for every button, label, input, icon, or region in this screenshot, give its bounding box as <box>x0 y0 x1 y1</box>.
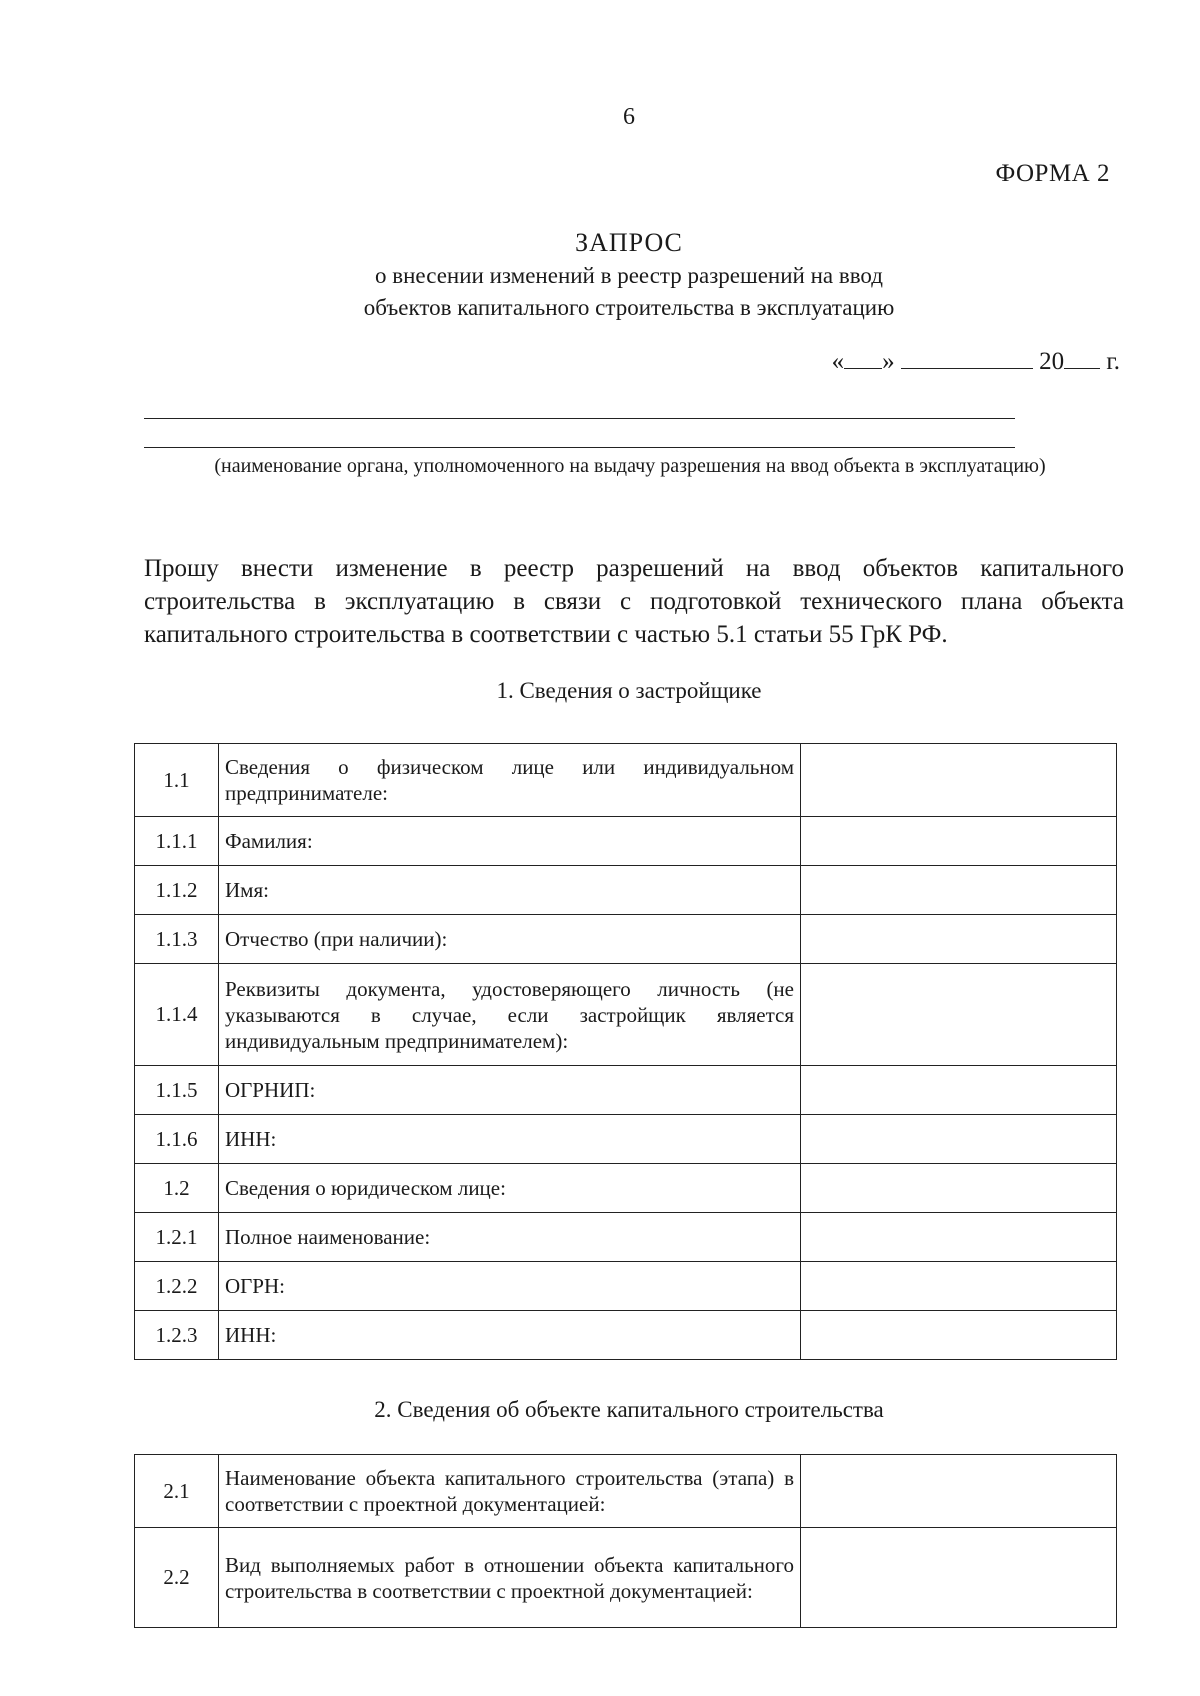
row-value-field[interactable] <box>801 817 1117 866</box>
row-value-field[interactable] <box>801 1311 1117 1360</box>
row-number: 2.2 <box>135 1528 219 1628</box>
row-number: 1.1.5 <box>135 1066 219 1115</box>
row-value-field[interactable] <box>801 964 1117 1066</box>
row-value-field[interactable] <box>801 1455 1117 1528</box>
row-number: 2.1 <box>135 1455 219 1528</box>
table-row <box>135 817 1117 866</box>
table-row <box>135 1455 1117 1528</box>
document-title <box>0 226 1200 324</box>
table-row <box>135 1115 1117 1164</box>
table-row <box>135 866 1117 915</box>
row-number: 1.1 <box>135 744 219 817</box>
title-line-3: объектов капитального строительства в эксплуатацию <box>363 295 895 320</box>
table-row <box>135 1311 1117 1360</box>
date-year-prefix: 20 <box>1039 348 1065 375</box>
row-label: Реквизиты документа, удостоверяющего личность (не указываются в случае, если застройщик является индивидуальным предпринимателем): <box>219 964 801 1066</box>
table-row <box>135 1066 1117 1115</box>
row-label: ОГРНИП: <box>219 1066 801 1115</box>
row-value-field[interactable] <box>801 744 1117 817</box>
row-value-field[interactable] <box>801 1262 1117 1311</box>
table-row <box>135 1528 1117 1628</box>
row-number: 1.2.2 <box>135 1262 219 1311</box>
row-label: Вид выполняемых работ в отношении объекта капитального строительства в соответствии с проектной документацией: <box>219 1528 801 1628</box>
row-number: 1.1.2 <box>135 866 219 915</box>
row-label: ОГРН: <box>219 1262 801 1311</box>
date-open-quote: « <box>831 348 845 375</box>
section-2-title: 2. Сведения об объекте капитального строительства <box>374 1397 884 1422</box>
row-value-field[interactable] <box>801 866 1117 915</box>
row-value-field[interactable] <box>801 1115 1117 1164</box>
row-number: 1.2.1 <box>135 1213 219 1262</box>
organ-name-line-1[interactable] <box>144 418 1015 419</box>
row-number: 1.2.3 <box>135 1311 219 1360</box>
date-line <box>832 346 1120 376</box>
table-row <box>135 1262 1117 1311</box>
row-label: Полное наименование: <box>219 1213 801 1262</box>
row-number: 1.2 <box>135 1164 219 1213</box>
date-year-suffix: г. <box>1106 348 1120 375</box>
table-row <box>135 964 1117 1066</box>
row-value-field[interactable] <box>801 1528 1117 1628</box>
row-label: Наименование объекта капитального строительства (этапа) в соответствии с проектной документацией: <box>219 1455 801 1528</box>
table-row <box>135 744 1117 817</box>
row-label: Сведения о юридическом лице: <box>219 1164 801 1213</box>
form-label: ФОРМА 2 <box>995 160 1110 187</box>
row-value-field[interactable] <box>801 1164 1117 1213</box>
row-number: 1.1.6 <box>135 1115 219 1164</box>
title-line-1: ЗАПРОС <box>575 228 683 257</box>
date-year-blank[interactable] <box>1064 346 1100 369</box>
title-line-2: о внесении изменений в реестр разрешений на ввод <box>375 263 883 288</box>
request-paragraph: Прошу внести изменение в реестр разрешений на ввод объектов капитального строительства в эксплуатацию в связи с подготовкой технического плана объекта капитального строительства в соответствии с частью 5.1 статьи 55 ГрК РФ. <box>144 555 1124 648</box>
row-label: ИНН: <box>219 1115 801 1164</box>
table-row <box>135 1213 1117 1262</box>
row-label: Сведения о физическом лице или индивидуальном предпринимателе: <box>219 744 801 817</box>
page-number: 6 <box>623 104 635 130</box>
row-number: 1.1.3 <box>135 915 219 964</box>
object-info-table <box>134 1454 1117 1628</box>
row-label: Имя: <box>219 866 801 915</box>
row-value-field[interactable] <box>801 915 1117 964</box>
row-label: Фамилия: <box>219 817 801 866</box>
developer-info-table <box>134 743 1117 1360</box>
row-value-field[interactable] <box>801 1213 1117 1262</box>
table-row <box>135 915 1117 964</box>
organ-caption: (наименование органа, уполномоченного на выдачу разрешения на ввод объекта в эксплуатацию) <box>214 455 1046 477</box>
date-close-quote: » <box>882 348 895 375</box>
row-label: ИНН: <box>219 1311 801 1360</box>
row-value-field[interactable] <box>801 1066 1117 1115</box>
section-1-title: 1. Сведения о застройщике <box>496 678 762 703</box>
row-number: 1.1.1 <box>135 817 219 866</box>
date-day-blank[interactable] <box>844 346 882 369</box>
row-number: 1.1.4 <box>135 964 219 1066</box>
organ-name-line-2[interactable] <box>144 447 1015 448</box>
table-row <box>135 1164 1117 1213</box>
date-month-blank[interactable] <box>901 346 1033 369</box>
row-label: Отчество (при наличии): <box>219 915 801 964</box>
